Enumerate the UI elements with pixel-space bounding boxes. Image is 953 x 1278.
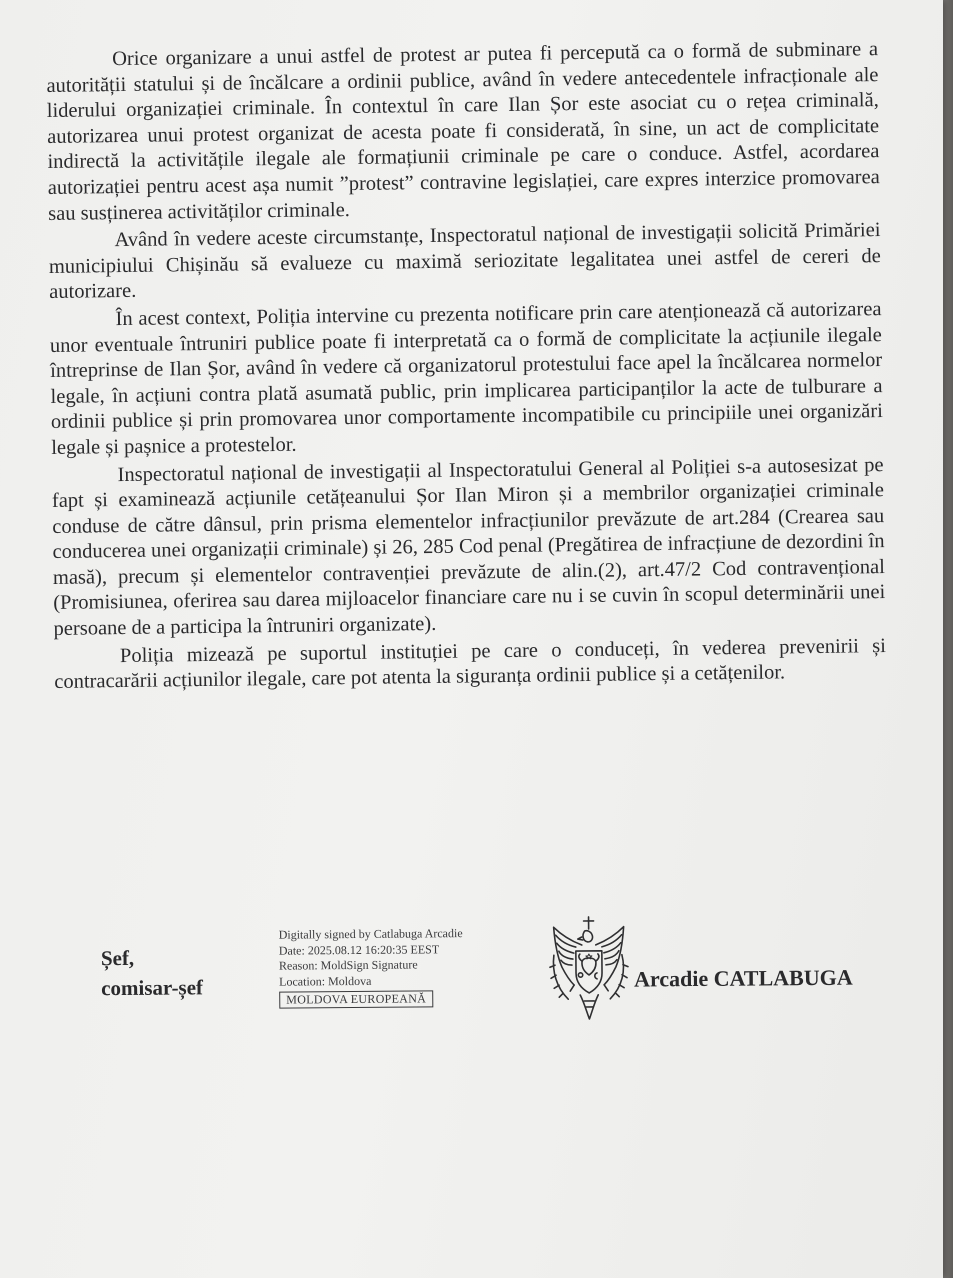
role-title: Șef, [100, 945, 135, 971]
role-rank: comisar-șef [101, 975, 204, 1001]
paragraph-1: Orice organizare a unui astfel de protest ar putea fi percepută ca o formă de subminare a autorității statului și de încălcare a ordinii publice, având în vedere antecedentele infracționale ale liderului organizației criminale. În contextul în care Ilan Șor este asociat cu o rețea criminală, autorizarea unui protest organizat de acesta poate fi considerată, în sine, un act de complicitate indirectă la activitățile ilegale ale formațiunii criminale pe care o conduce. Astfel, acordarea autorizației pentru acest așa numit ”protest” contravine legislației, care expres interzice promovarea sau susținerea activităților criminale. [46, 38, 880, 225]
signed-by-line: Digitally signed by Catlabuga Arcadie [278, 926, 463, 942]
paragraph-5: Poliția mizează pe suportul instituției pe care o conduceți, în vederea prevenirii și contracarării acțiunilor ilegale, care pot atenta la siguranța ordinii publice și a cetățenilor. [54, 634, 887, 694]
signature-location-line: Location: Moldova [279, 973, 372, 989]
moldova-coat-of-arms-icon [546, 915, 633, 1026]
paragraph-2: Având în vedere aceste circumstanțe, Inspectoratul național de investigații solicită Primăriei municipiului Chișinău să evalueze cu maximă seriozitate legalitatea unei astfel de cereri de autorizare. [48, 219, 881, 304]
paragraph-3: În acest context, Poliția intervine cu prezenta notificare prin care atenționează că autorizarea unor eventuale întruniri publice poate fi interpretată ca o formă de complicitate la acțiunile ilegale întreprinse de Ilan Șor, având în vedere că organizatorul protestului face apel la încălcarea normelor legale, în acțiuni contra plată asumată public, prin implicarea participanților la acte de tulburare a ordinii publice și prin promovarea unor comportamente incompatibile cu principiile unei organizări legale și pașnice a protestelor. [49, 298, 883, 459]
digital-signature-stamp [279, 926, 464, 1009]
paragraph-4: Inspectoratul național de investigații al Inspectoratului General al Poliției s-a autosesizat pe fapt și examinează acțiunile cetățeanului Șor Ilan Miron și a membrilor organizației criminale conduse de către dânsul, prin prisma elementelor infracțiunilor prevăzute de art.284 (Crearea sau conducerea unei organizații criminale) și 26, 285 Cod penal (Pregătirea de infracțiune de dezordini în masă), precum și elementelor contravenției prevăzute de alin.(2), art.47/2 Cod contravențional (Promisiunea, oferirea sau darea mijloacelor financiare care nu i se cuvin în scopul determinării unei persoane de a participa la întruniri organizate). [51, 453, 886, 641]
signer-role [101, 942, 203, 1003]
signature-date-line: Date: 2025.08.12 16:20:35 EEST [278, 941, 440, 958]
signature-reason-line: Reason: MoldSign Signature [278, 957, 418, 973]
signature-badge: MOLDOVA EUROPEANĂ [279, 990, 433, 1008]
signer-name: Arcadie CATLABUGA [633, 964, 853, 992]
